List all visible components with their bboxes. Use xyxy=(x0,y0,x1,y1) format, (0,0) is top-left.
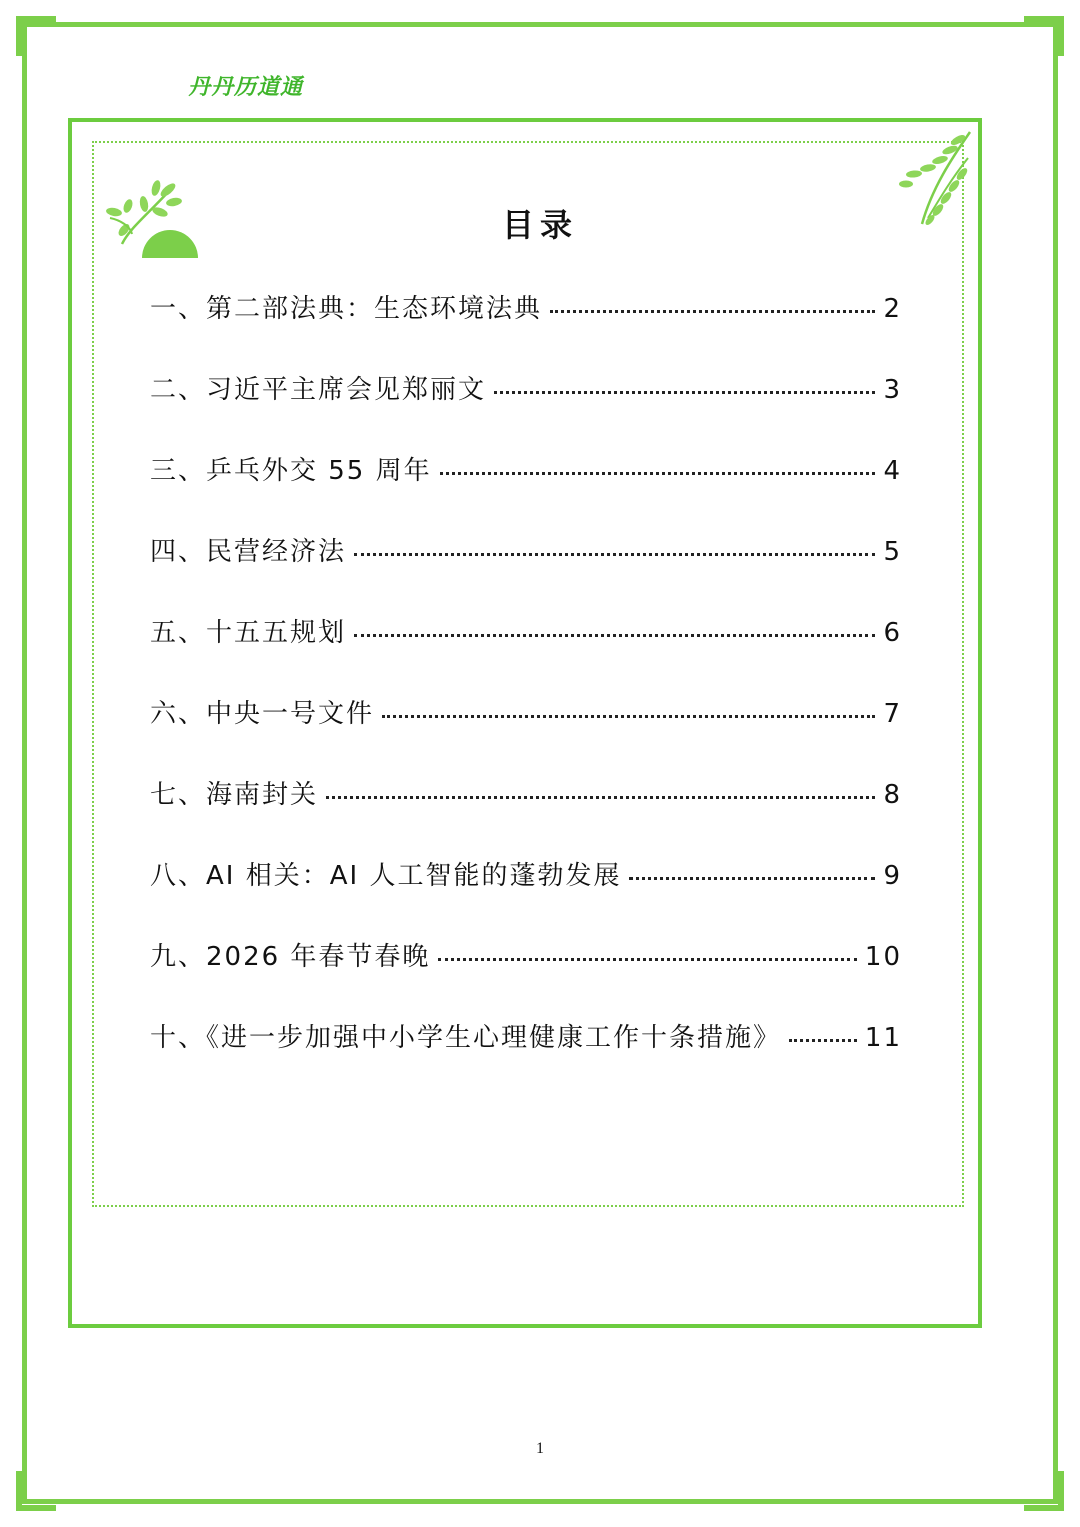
toc-entry-text: 七、海南封关 xyxy=(150,780,319,810)
toc-entry-text: 二、习近平主席会见郑丽文 xyxy=(150,375,487,405)
toc-entry-text: 三、乒乓外交 55 周年 xyxy=(150,456,432,486)
toc-entry-1[interactable] xyxy=(150,288,902,369)
toc-dot-leader xyxy=(354,634,875,637)
corner-ornament-bottom-right xyxy=(1024,1471,1064,1511)
toc-entry-text: 四、民营经济法 xyxy=(150,537,347,567)
toc-entry-7[interactable] xyxy=(150,774,902,855)
toc-dot-leader xyxy=(629,877,875,880)
toc-dot-leader xyxy=(550,310,875,313)
toc-entry-page: 7 xyxy=(883,699,902,729)
toc-entry-page: 2 xyxy=(883,294,902,324)
toc-entry-page: 5 xyxy=(883,537,902,567)
toc-entry-6[interactable] xyxy=(150,693,902,774)
toc-entry-page: 9 xyxy=(883,861,902,891)
toc-dot-leader xyxy=(382,715,875,718)
toc-title: 目录 xyxy=(501,206,578,244)
toc-entry-8[interactable] xyxy=(150,855,902,936)
corner-ornament-top-left xyxy=(16,16,56,56)
toc-entry-page: 6 xyxy=(883,618,902,648)
toc-dot-leader xyxy=(494,391,875,394)
toc-entry-5[interactable] xyxy=(150,612,902,693)
toc-entry-page: 11 xyxy=(864,1023,902,1053)
toc-entry-page: 4 xyxy=(883,456,902,486)
brand-title: 丹丹历道通 xyxy=(188,75,304,100)
toc-dot-leader xyxy=(326,796,875,799)
toc-entry-text: 八、AI 相关：AI 人工智能的蓬勃发展 xyxy=(150,861,622,891)
toc-entry-page: 8 xyxy=(883,780,902,810)
toc-dot-leader xyxy=(438,958,856,961)
toc-entry-text: 六、中央一号文件 xyxy=(150,699,375,729)
toc-entry-page: 3 xyxy=(883,375,902,405)
toc-entry-9[interactable] xyxy=(150,936,902,1017)
toc-entry-text: 一、第二部法典：生态环境法典 xyxy=(150,294,543,324)
toc-entry-4[interactable] xyxy=(150,531,902,612)
toc-entry-3[interactable] xyxy=(150,450,902,531)
corner-ornament-top-right xyxy=(1024,16,1064,56)
toc-dot-leader xyxy=(789,1039,857,1042)
toc-entry-10[interactable] xyxy=(150,1017,902,1098)
toc-list xyxy=(150,288,902,1098)
toc-entry-text: 五、十五五规划 xyxy=(150,618,347,648)
toc-dot-leader xyxy=(354,553,875,556)
toc-entry-text: 九、2026 年春节春晚 xyxy=(150,942,431,972)
toc-dot-leader xyxy=(440,472,876,475)
corner-ornament-bottom-left xyxy=(16,1471,56,1511)
toc-entry-page: 10 xyxy=(864,942,902,972)
page-number: 1 xyxy=(536,1440,544,1457)
toc-entry-2[interactable] xyxy=(150,369,902,450)
toc-entry-text: 十、《进一步加强中小学生心理健康工作十条措施》 xyxy=(150,1023,782,1053)
